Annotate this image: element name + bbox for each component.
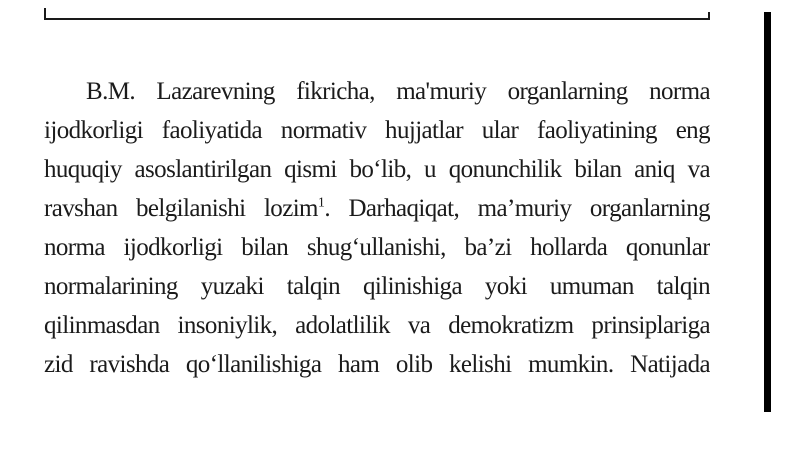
footnote-reference[interactable]: 1 — [317, 195, 325, 211]
text-line-3: huquqiy asoslantirilgan qismi bo‘lib, u qonunchilik bilan aniq va — [44, 156, 710, 183]
body-paragraph — [44, 72, 710, 412]
page-edge-bar — [764, 12, 771, 412]
text-line-2: ijodkorligi faoliyatida normativ hujjatlar ular faoliyatining eng — [44, 117, 710, 144]
top-rule — [44, 18, 710, 20]
text-line-4-start: ravshan belgilanishi lozim — [44, 195, 318, 222]
text-line-4 — [44, 189, 710, 228]
text-line-1: B.M. Lazarevning fikricha, ma'muriy organlarning norma — [86, 78, 710, 105]
text-line-6: normalarining yuzaki talqin qilinishiga yoki umuman talqin — [44, 273, 710, 300]
text-line-4-end: Darhaqiqat, ma’muriy organlarning — [348, 195, 710, 222]
text-line-7: qilinmasdan insoniylik, adolatlilik va demokratizm prinsiplariga — [44, 312, 710, 339]
text-line-8: zid ravishda qo‘llanilishiga ham olib kelishi mumkin. Natijada — [44, 351, 710, 378]
top-rule-right-tick — [708, 12, 710, 20]
text-line-4-separator: . — [324, 195, 349, 222]
text-line-5: norma ijodkorligi bilan shug‘ullanishi, ba’zi hollarda qonunlar — [44, 234, 710, 261]
